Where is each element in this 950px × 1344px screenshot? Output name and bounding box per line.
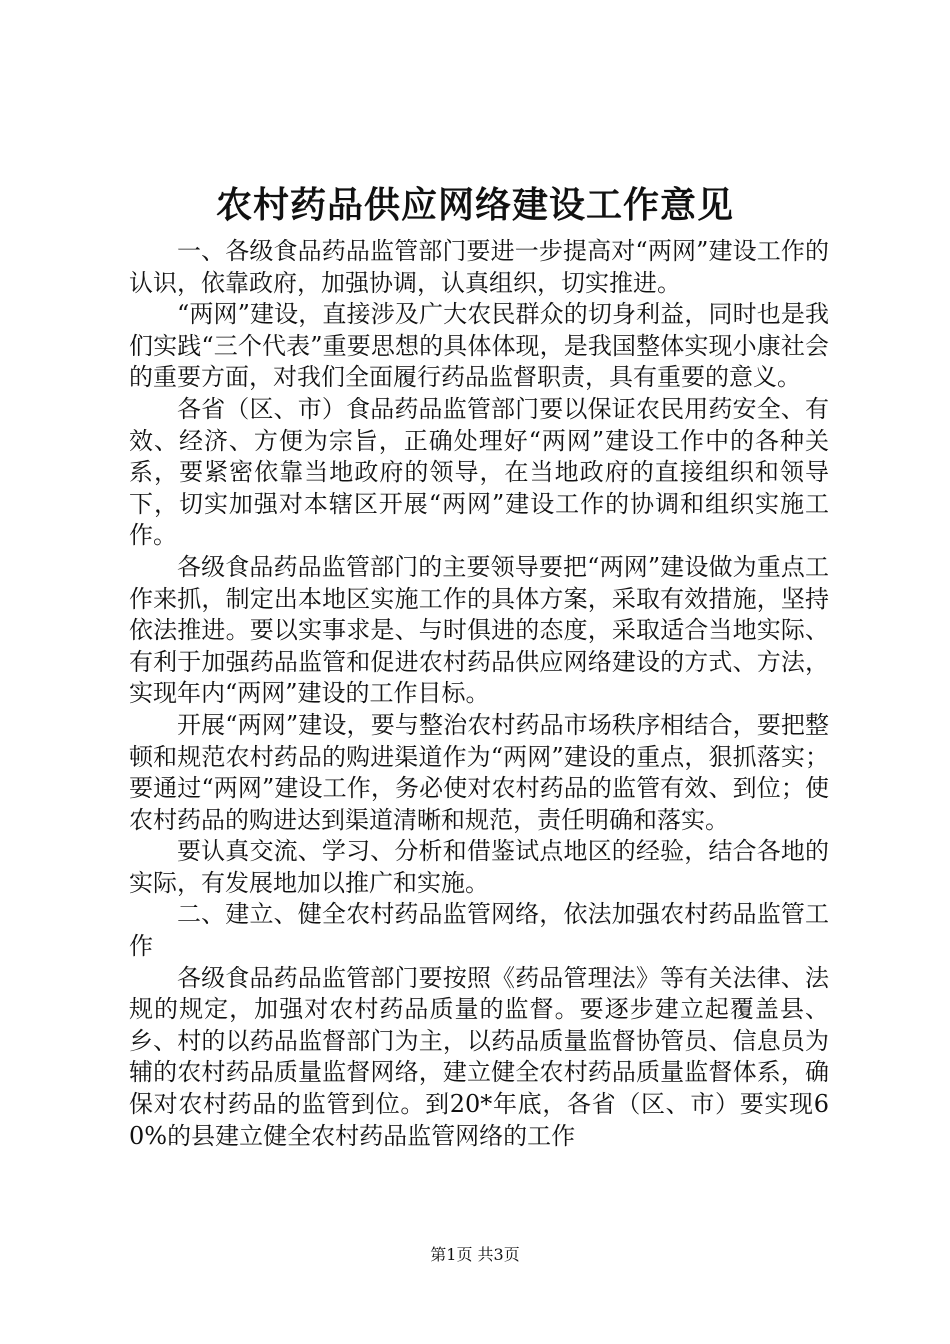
document-body [129, 236, 829, 1152]
paragraph-2: “两网”建设，直接涉及广大农民群众的切身利益，同时也是我们实践“三个代表”重要思想的具体体现，是我国整体实现小康社会的重要方面，对我们全面履行药品监督职责，具有重要的意义。 [129, 300, 829, 392]
paragraph-5: 开展“两网”建设，要与整治农村药品市场秩序相结合，要把整顿和规范农村药品的购进渠道作为“两网”建设的重点，狠抓落实；要通过“两网”建设工作，务必使对农村药品的监管有效、到位；使农村药品的购进达到渠道清晰和规范，责任明确和落实。 [129, 710, 829, 834]
paragraph-4: 各级食品药品监管部门的主要领导要把“两网”建设做为重点工作来抓，制定出本地区实施工作的具体方案，采取有效措施，坚持依法推进。要以实事求是、与时俱进的态度，采取适合当地实际、有利于加强药品监管和促进农村药品供应网络建设的方式、方法，实现年内“两网”建设的工作目标。 [129, 552, 829, 708]
paragraph-6: 要认真交流、学习、分析和借鉴试点地区的经验，结合各地的实际，有发展地加以推广和实施。 [129, 837, 829, 897]
paragraph-8: 各级食品药品监管部门要按照《药品管理法》等有关法律、法规的规定，加强对农村药品质量的监督。要逐步建立起覆盖县、乡、村的以药品监督部门为主，以药品质量监督协管员、信息员为辅的农村药品质量监督网络，建立健全农村药品质量监督体系，确保对农村药品的监管到位。到20*年底，各省（区、市）要实现60%的县建立健全农村药品监管网络的工作 [129, 963, 829, 1150]
page-number-footer: 第1页 共3页 [430, 1245, 520, 1264]
section-heading-2: 二、建立、健全农村药品监管网络，依法加强农村药品监管工作 [129, 900, 829, 961]
document-title: 农村药品供应网络建设工作意见 [215, 184, 734, 226]
paragraph-3: 各省（区、市）食品药品监管部门要以保证农民用药安全、有效、经济、方便为宗旨，正确处理好“两网”建设工作中的各种关系，要紧密依靠当地政府的领导，在当地政府的直接组织和领导下，切实加强对本辖区开展“两网”建设工作的协调和组织实施工作。 [129, 394, 829, 550]
paragraph-1: 一、各级食品药品监管部门要进一步提高对“两网”建设工作的认识，依靠政府，加强协调，认真组织，切实推进。 [129, 237, 829, 297]
